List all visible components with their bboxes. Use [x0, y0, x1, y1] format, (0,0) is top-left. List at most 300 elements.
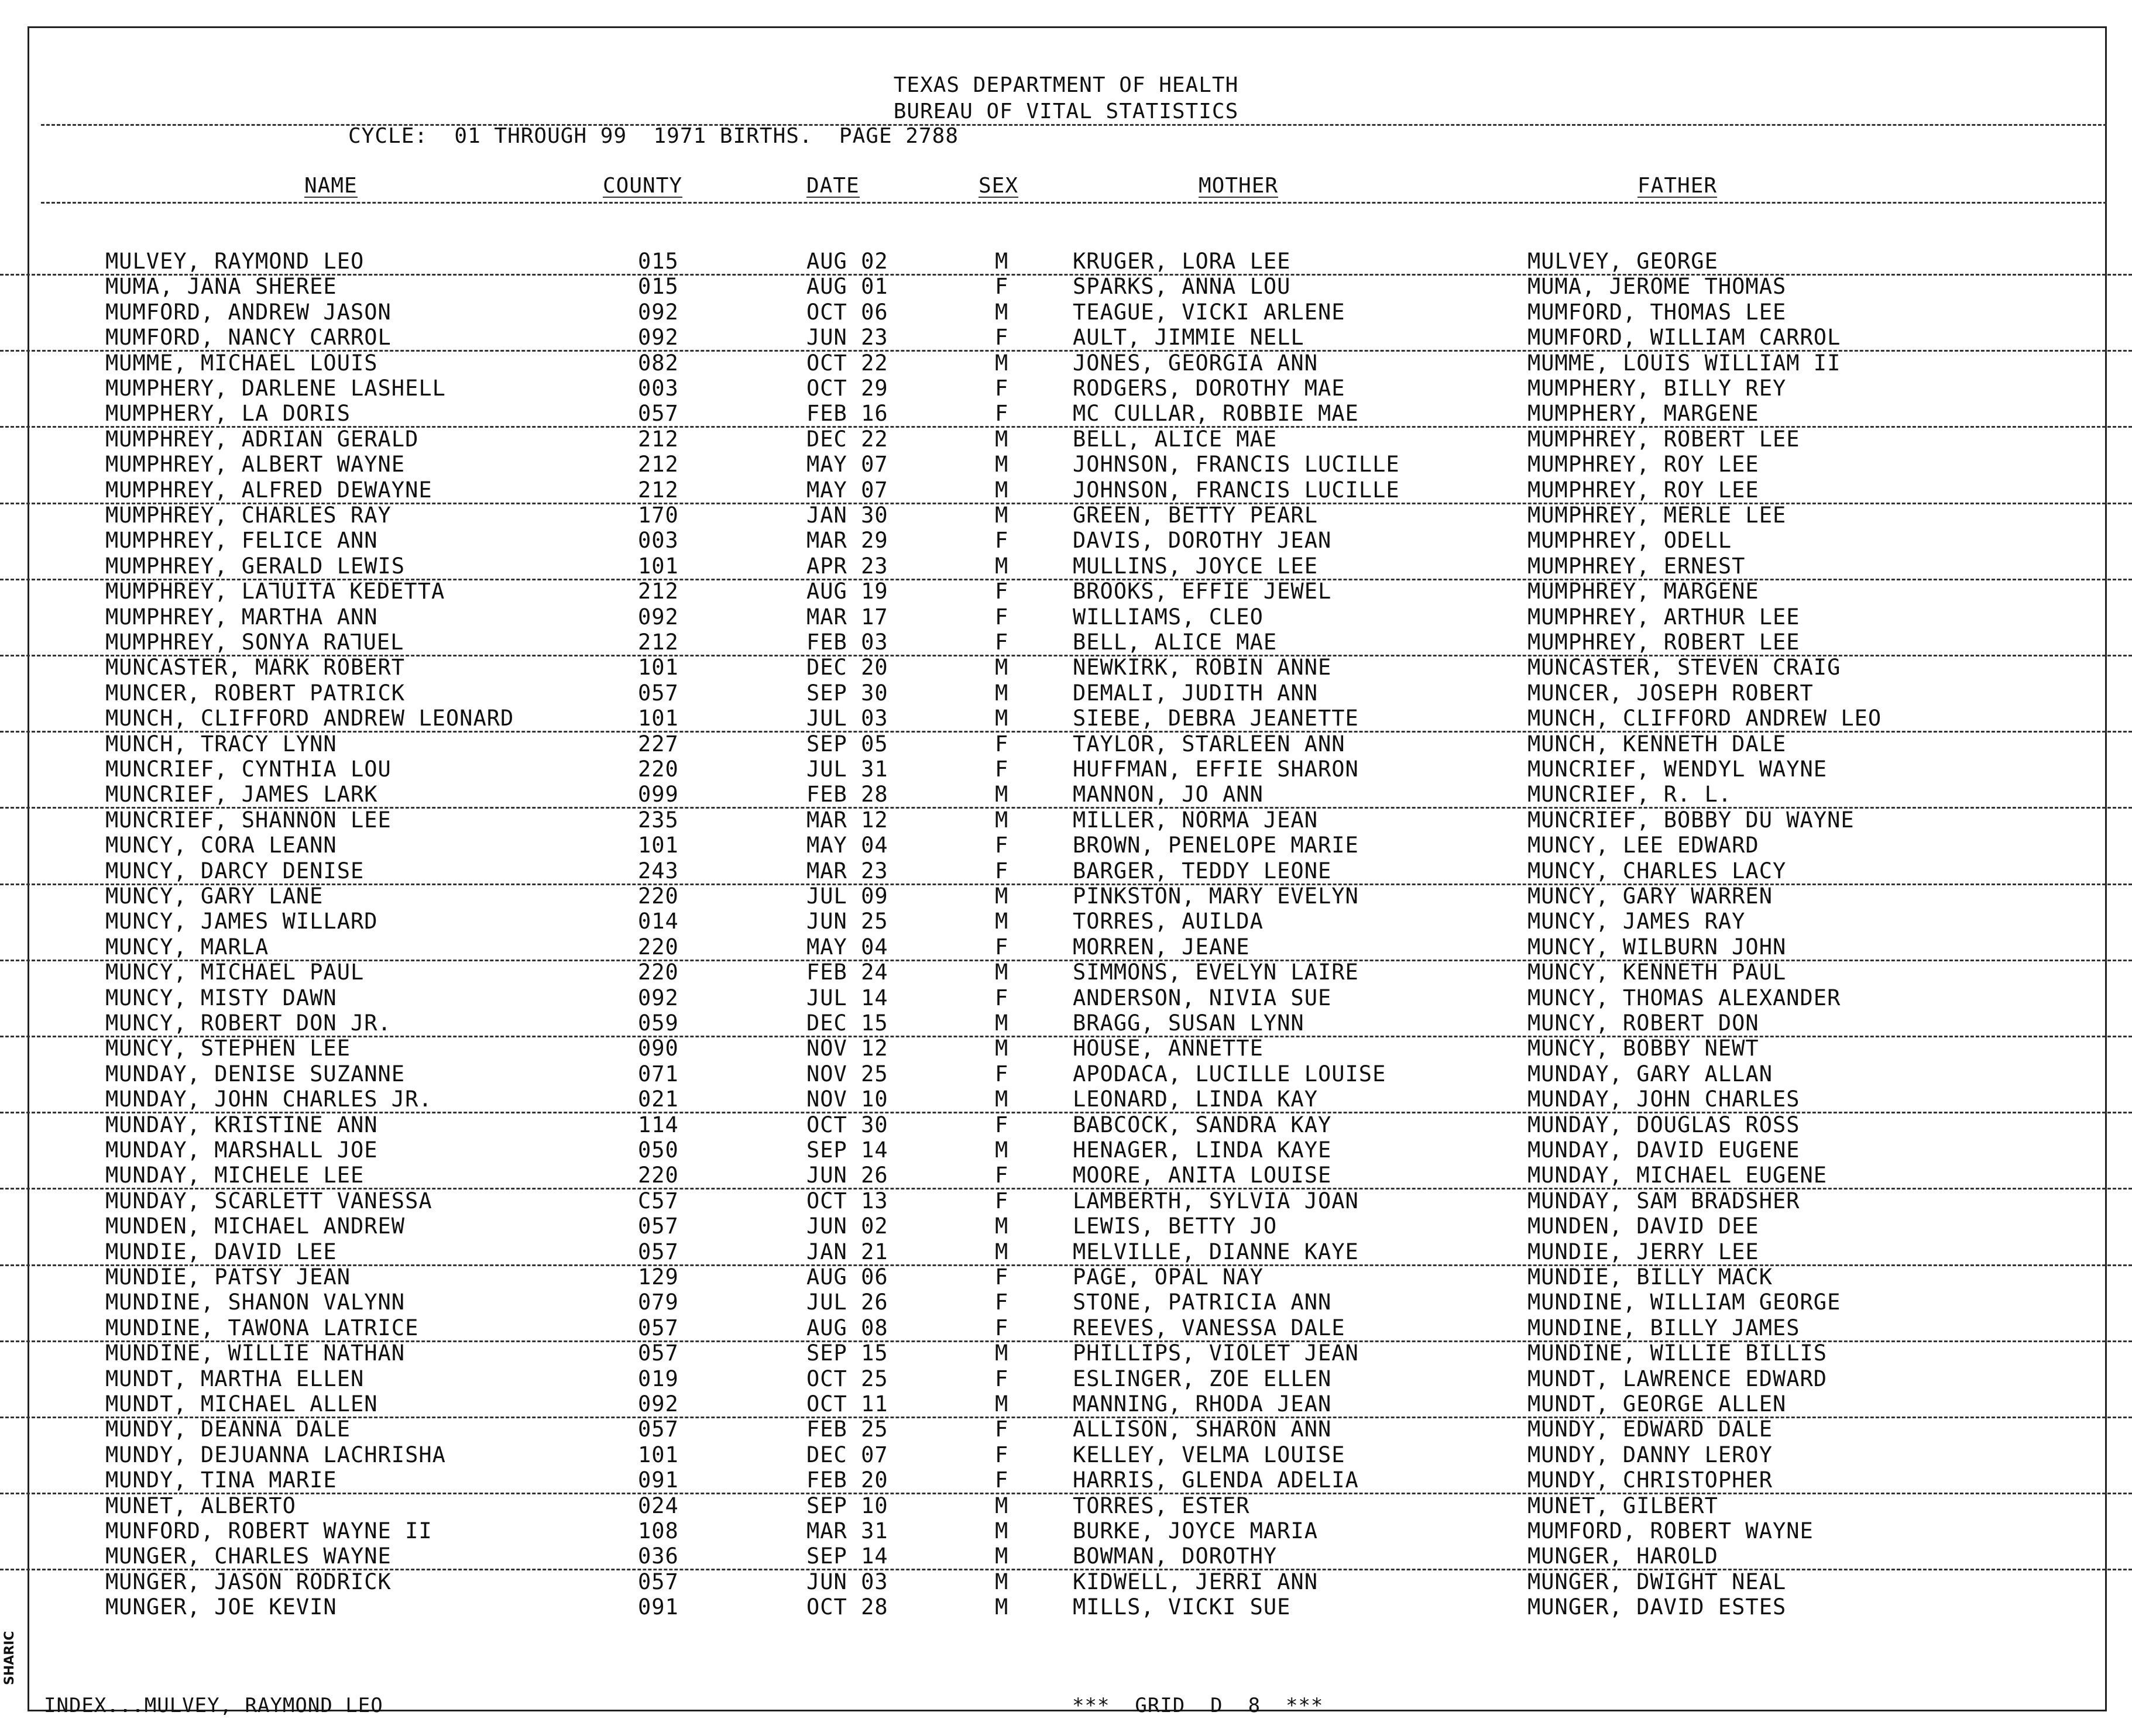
cell-county: 092: [638, 1391, 679, 1417]
cell-county: 071: [638, 1061, 679, 1087]
cell-sex: F: [995, 731, 1009, 757]
cell-sex: M: [995, 1594, 1009, 1620]
cell-father: MUMFORD, ROBERT WAYNE: [1527, 1518, 1814, 1544]
header-agency: TEXAS DEPARTMENT OF HEALTH: [893, 73, 1239, 97]
cell-sex: M: [995, 1518, 1009, 1544]
cell-father: MUMPHREY, MERLE LEE: [1527, 503, 1787, 528]
cell-sex: F: [995, 274, 1009, 300]
cell-father: MUNDY, CHRISTOPHER: [1527, 1467, 1773, 1493]
cell-mother: AULT, JIMMIE NELL: [1073, 325, 1304, 350]
cell-date: MAY 04: [806, 833, 888, 858]
cell-name: MUNCH, CLIFFORD ANDREW LEONARD: [105, 706, 514, 731]
cell-sex: F: [995, 325, 1009, 350]
table-row: [0, 376, 2132, 401]
cell-sex: M: [995, 1010, 1009, 1036]
table-row: [0, 1594, 2132, 1620]
cell-date: MAY 04: [806, 934, 888, 960]
table-row: [0, 477, 2132, 504]
cell-name: MUNFORD, ROBERT WAYNE II: [105, 1518, 432, 1544]
cell-date: FEB 16: [806, 401, 888, 427]
cell-date: JUL 31: [806, 757, 888, 782]
cell-county: 050: [638, 1137, 679, 1163]
cell-county: 057: [638, 1340, 679, 1366]
cell-name: MUMPHREY, SONYA RA⅂UEL: [105, 630, 404, 655]
table-row: [0, 1264, 2132, 1290]
cell-date: SEP 14: [806, 1544, 888, 1569]
cell-sex: F: [995, 528, 1009, 554]
cell-date: MAY 07: [806, 477, 888, 503]
cell-date: FEB 20: [806, 1467, 888, 1493]
cell-date: JAN 30: [806, 503, 888, 528]
cell-father: MUNCRIEF, R. L.: [1527, 782, 1732, 807]
cell-mother: HOUSE, ANNETTE: [1073, 1036, 1264, 1061]
cell-county: 057: [638, 401, 679, 427]
cell-father: MUMPHERY, BILLY REY: [1527, 376, 1787, 401]
cell-date: DEC 15: [806, 1010, 888, 1036]
cell-county: C57: [638, 1188, 679, 1214]
cell-mother: KIDWELL, JERRI ANN: [1073, 1569, 1318, 1594]
cell-county: 212: [638, 579, 679, 604]
cell-date: OCT 06: [806, 299, 888, 325]
cell-father: MUNDEN, DAVID DEE: [1527, 1214, 1759, 1239]
cell-name: MUNCRIEF, SHANNON LEE: [105, 807, 392, 833]
cell-date: OCT 30: [806, 1112, 888, 1137]
table-row: [0, 782, 2132, 809]
header-cycle: CYCLE: 01 THROUGH 99 1971 BIRTHS. PAGE 2788: [348, 124, 959, 148]
cell-date: OCT 22: [806, 350, 888, 376]
cell-name: MUNGER, JASON RODRICK: [105, 1569, 392, 1594]
cell-county: 101: [638, 833, 679, 858]
cell-father: MUMPHREY, ARTHUR LEE: [1527, 604, 1800, 630]
cell-mother: MELVILLE, DIANNE KAYE: [1073, 1239, 1359, 1264]
cell-name: MUMA, JANA SHEREE: [105, 274, 337, 300]
cell-date: DEC 20: [806, 655, 888, 680]
cell-sex: M: [995, 1239, 1009, 1264]
table-row: [0, 757, 2132, 782]
cell-county: 057: [638, 1239, 679, 1264]
cell-mother: LAMBERTH, SYLVIA JOAN: [1073, 1188, 1359, 1214]
cell-sex: M: [995, 909, 1009, 934]
cell-name: MUNDAY, SCARLETT VANESSA: [105, 1188, 432, 1214]
cell-sex: M: [995, 350, 1009, 376]
cell-father: MUNDY, DANNY LEROY: [1527, 1442, 1773, 1467]
cell-sex: M: [995, 1569, 1009, 1594]
cell-mother: TORRES, ESTER: [1073, 1493, 1250, 1518]
cell-name: MUMPHREY, ALBERT WAYNE: [105, 452, 406, 477]
cell-mother: ALLISON, SHARON ANN: [1073, 1417, 1332, 1442]
table-row: [0, 249, 2132, 276]
cell-name: MUMPHREY, MARTHA ANN: [105, 604, 378, 630]
table-row: [0, 503, 2132, 528]
cell-date: AUG 19: [806, 579, 888, 604]
table-row: [0, 833, 2132, 858]
cell-mother: MANNING, RHODA JEAN: [1073, 1391, 1332, 1417]
cell-mother: JOHNSON, FRANCIS LUCILLE: [1073, 477, 1400, 503]
cell-sex: M: [995, 503, 1009, 528]
cell-county: 079: [638, 1290, 679, 1315]
cell-sex: F: [995, 630, 1009, 655]
cell-name: MUNGER, CHARLES WAYNE: [105, 1544, 392, 1569]
cell-county: 220: [638, 960, 679, 985]
table-row: [0, 1366, 2132, 1391]
cell-father: MUNCY, LEE EDWARD: [1527, 833, 1759, 858]
cell-mother: TEAGUE, VICKI ARLENE: [1073, 299, 1345, 325]
cell-name: MUNDY, TINA MARIE: [105, 1467, 337, 1493]
cell-mother: TAYLOR, STARLEEN ANN: [1073, 731, 1345, 757]
cell-date: FEB 25: [806, 1417, 888, 1442]
table-row: [0, 1036, 2132, 1061]
cell-mother: MULLINS, JOYCE LEE: [1073, 553, 1318, 579]
cell-father: MUMPHERY, MARGENE: [1527, 401, 1759, 427]
cell-date: SEP 10: [806, 1493, 888, 1518]
cell-father: MUNCH, KENNETH DALE: [1527, 731, 1787, 757]
table-row: [0, 1290, 2132, 1315]
cell-mother: DAVIS, DOROTHY JEAN: [1073, 528, 1332, 554]
cell-name: MUNDINE, SHANON VALYNN: [105, 1290, 406, 1315]
cell-mother: PHILLIPS, VIOLET JEAN: [1073, 1340, 1359, 1366]
cell-county: 101: [638, 553, 679, 579]
cell-sex: F: [995, 1467, 1009, 1493]
cell-date: FEB 28: [806, 782, 888, 807]
cell-name: MUNDAY, KRISTINE ANN: [105, 1112, 378, 1137]
cell-sex: F: [995, 604, 1009, 630]
cell-father: MUMPHREY, ERNEST: [1527, 553, 1746, 579]
cell-father: MUMME, LOUIS WILLIAM II: [1527, 350, 1841, 376]
table-row: [0, 604, 2132, 630]
cell-name: MUNCRIEF, JAMES LARK: [105, 782, 378, 807]
cell-sex: F: [995, 1264, 1009, 1290]
cell-father: MUNDAY, DOUGLAS ROSS: [1527, 1112, 1800, 1137]
cell-father: MUNCH, CLIFFORD ANDREW LEO: [1527, 706, 1882, 731]
cell-date: MAR 12: [806, 807, 888, 833]
cell-mother: BOWMAN, DOROTHY: [1073, 1544, 1278, 1569]
cell-sex: M: [995, 1391, 1009, 1417]
cell-date: AUG 01: [806, 274, 888, 300]
cell-mother: LEWIS, BETTY JO: [1073, 1214, 1278, 1239]
cell-mother: KELLEY, VELMA LOUISE: [1073, 1442, 1345, 1467]
cell-date: MAR 29: [806, 528, 888, 554]
cell-father: MUMPHREY, ROY LEE: [1527, 452, 1759, 477]
cell-county: 108: [638, 1518, 679, 1544]
cell-county: 057: [638, 1569, 679, 1594]
cell-name: MUNDAY, JOHN CHARLES JR.: [105, 1087, 432, 1112]
table-row: [0, 960, 2132, 985]
cell-sex: M: [995, 807, 1009, 833]
cell-name: MUNCY, MISTY DAWN: [105, 985, 337, 1010]
cell-sex: F: [995, 1442, 1009, 1467]
cell-county: 235: [638, 807, 679, 833]
cell-county: 212: [638, 630, 679, 655]
cell-date: MAR 23: [806, 858, 888, 884]
table-row: [0, 1417, 2132, 1442]
cell-sex: M: [995, 884, 1009, 909]
table-row: [0, 1112, 2132, 1137]
cell-mother: JOHNSON, FRANCIS LUCILLE: [1073, 452, 1400, 477]
cell-name: MUMFORD, NANCY CARROL: [105, 325, 392, 350]
cell-mother: DEMALI, JUDITH ANN: [1073, 680, 1318, 706]
table-row: [0, 655, 2132, 680]
cell-mother: BARGER, TEDDY LEONE: [1073, 858, 1332, 884]
cell-date: OCT 28: [806, 1594, 888, 1620]
cell-date: NOV 25: [806, 1061, 888, 1087]
cell-mother: BELL, ALICE MAE: [1073, 426, 1278, 452]
cell-mother: NEWKIRK, ROBIN ANNE: [1073, 655, 1332, 680]
cell-name: MUMPHERY, LA DORIS: [105, 401, 351, 427]
cell-mother: HENAGER, LINDA KAYE: [1073, 1137, 1332, 1163]
table-row: [0, 731, 2132, 757]
cell-sex: M: [995, 680, 1009, 706]
cell-father: MUNDIE, BILLY MACK: [1527, 1264, 1773, 1290]
cell-county: 114: [638, 1112, 679, 1137]
table-row: [0, 884, 2132, 909]
cell-county: 059: [638, 1010, 679, 1036]
cell-name: MUNDAY, DENISE SUZANNE: [105, 1061, 406, 1087]
cell-county: 092: [638, 985, 679, 1010]
cell-mother: SIEBE, DEBRA JEANETTE: [1073, 706, 1359, 731]
cell-father: MUNCASTER, STEVEN CRAIG: [1527, 655, 1841, 680]
cell-name: MUNDAY, MICHELE LEE: [105, 1163, 365, 1188]
cell-father: MUMPHREY, ROBERT LEE: [1527, 426, 1800, 452]
cell-mother: SPARKS, ANNA LOU: [1073, 274, 1291, 300]
header-bureau: BUREAU OF VITAL STATISTICS: [893, 99, 1239, 123]
table-row: [0, 909, 2132, 934]
cell-county: 015: [638, 274, 679, 300]
cell-father: MUNDAY, DAVID EUGENE: [1527, 1137, 1800, 1163]
cell-mother: BURKE, JOYCE MARIA: [1073, 1518, 1318, 1544]
cell-county: 091: [638, 1594, 679, 1620]
cell-county: 099: [638, 782, 679, 807]
cell-date: JUN 25: [806, 909, 888, 934]
cell-father: MUNDINE, WILLIAM GEORGE: [1527, 1290, 1841, 1315]
cell-father: MUNCY, WILBURN JOHN: [1527, 934, 1787, 960]
table-row: [0, 1061, 2132, 1087]
cell-mother: PINKSTON, MARY EVELYN: [1073, 884, 1359, 909]
table-row: [0, 807, 2132, 833]
cell-county: 227: [638, 731, 679, 757]
cell-sex: M: [995, 706, 1009, 731]
cell-name: MUMPHREY, CHARLES RAY: [105, 503, 392, 528]
cell-mother: MC CULLAR, ROBBIE MAE: [1073, 401, 1359, 427]
cell-county: 092: [638, 604, 679, 630]
cell-sex: F: [995, 934, 1009, 960]
cell-date: SEP 05: [806, 731, 888, 757]
cell-mother: STONE, PATRICIA ANN: [1073, 1290, 1332, 1315]
cell-sex: M: [995, 477, 1009, 503]
cell-father: MUNDINE, BILLY JAMES: [1527, 1315, 1800, 1340]
cell-mother: HARRIS, GLENDA ADELIA: [1073, 1467, 1359, 1493]
cell-name: MUNCY, GARY LANE: [105, 884, 324, 909]
cell-mother: ANDERSON, NIVIA SUE: [1073, 985, 1332, 1010]
cell-mother: BRAGG, SUSAN LYNN: [1073, 1010, 1304, 1036]
cell-date: MAR 31: [806, 1518, 888, 1544]
cell-sex: F: [995, 1366, 1009, 1391]
cell-father: MUNCY, THOMAS ALEXANDER: [1527, 985, 1841, 1010]
cell-name: MUNCER, ROBERT PATRICK: [105, 680, 406, 706]
cell-sex: M: [995, 1544, 1009, 1569]
cell-date: NOV 12: [806, 1036, 888, 1061]
cell-name: MUMPHREY, ALFRED DEWAYNE: [105, 477, 432, 503]
table-row: [0, 1087, 2132, 1113]
cell-date: JUN 26: [806, 1163, 888, 1188]
cell-county: 091: [638, 1467, 679, 1493]
table-row: [0, 1467, 2132, 1494]
cell-father: MUMFORD, WILLIAM CARROL: [1527, 325, 1841, 350]
cell-date: FEB 24: [806, 960, 888, 985]
table-row: [0, 1010, 2132, 1037]
column-header-mother: MOTHER: [1199, 174, 1279, 198]
cell-county: 101: [638, 655, 679, 680]
table-row: [0, 274, 2132, 299]
cell-date: JUN 03: [806, 1569, 888, 1594]
cell-name: MUNDT, MARTHA ELLEN: [105, 1366, 365, 1391]
cell-father: MUNCER, JOSEPH ROBERT: [1527, 680, 1814, 706]
table-row: [0, 706, 2132, 733]
cell-father: MUNCRIEF, WENDYL WAYNE: [1527, 757, 1828, 782]
cell-mother: ESLINGER, ZOE ELLEN: [1073, 1366, 1332, 1391]
cell-sex: M: [995, 426, 1009, 452]
cell-sex: F: [995, 401, 1009, 427]
cell-mother: WILLIAMS, CLEO: [1073, 604, 1264, 630]
cell-date: JAN 21: [806, 1239, 888, 1264]
cell-father: MUNDIE, JERRY LEE: [1527, 1239, 1759, 1264]
cell-mother: TORRES, AUILDA: [1073, 909, 1264, 934]
cell-county: 019: [638, 1366, 679, 1391]
column-header-father: FATHER: [1637, 174, 1718, 198]
cell-mother: LEONARD, LINDA KAY: [1073, 1087, 1318, 1112]
cell-date: OCT 13: [806, 1188, 888, 1214]
cell-name: MUNDY, DEJUANNA LACHRISHA: [105, 1442, 446, 1467]
cell-mother: GREEN, BETTY PEARL: [1073, 503, 1318, 528]
cell-father: MUNCY, JAMES RAY: [1527, 909, 1746, 934]
cell-father: MUNDT, LAWRENCE EDWARD: [1527, 1366, 1828, 1391]
cell-name: MUNCH, TRACY LYNN: [105, 731, 337, 757]
cell-mother: PAGE, OPAL NAY: [1073, 1264, 1264, 1290]
cell-father: MUNET, GILBERT: [1527, 1493, 1718, 1518]
cell-sex: F: [995, 833, 1009, 858]
cell-father: MUMFORD, THOMAS LEE: [1527, 299, 1787, 325]
cell-name: MUNCY, MARLA: [105, 934, 269, 960]
cell-mother: REEVES, VANESSA DALE: [1073, 1315, 1345, 1340]
cell-sex: M: [995, 1087, 1009, 1112]
table-row: [0, 452, 2132, 477]
cell-county: 015: [638, 249, 679, 274]
cell-name: MUMME, MICHAEL LOUIS: [105, 350, 378, 376]
cell-name: MUNET, ALBERTO: [105, 1493, 296, 1518]
footer-grid: *** GRID D 8 ***: [1072, 1694, 1324, 1717]
cell-name: MUNDT, MICHAEL ALLEN: [105, 1391, 378, 1417]
cell-sex: M: [995, 249, 1009, 274]
cell-name: MUMFORD, ANDREW JASON: [105, 299, 392, 325]
cell-county: 057: [638, 1214, 679, 1239]
cell-mother: RODGERS, DOROTHY MAE: [1073, 376, 1345, 401]
cell-name: MUNCY, MICHAEL PAUL: [105, 960, 365, 985]
cell-sex: M: [995, 553, 1009, 579]
cell-father: MUMPHREY, ROY LEE: [1527, 477, 1759, 503]
cell-father: MUNDT, GEORGE ALLEN: [1527, 1391, 1787, 1417]
column-header-sex: SEX: [979, 174, 1019, 198]
cell-county: 092: [638, 325, 679, 350]
cell-name: MUNDIE, DAVID LEE: [105, 1239, 337, 1264]
cell-county: 170: [638, 503, 679, 528]
table-row: [0, 528, 2132, 553]
cell-name: MUMPHERY, DARLENE LASHELL: [105, 376, 446, 401]
cell-name: MUMPHREY, FELICE ANN: [105, 528, 378, 554]
cell-name: MUNCY, STEPHEN LEE: [105, 1036, 351, 1061]
cell-county: 003: [638, 528, 679, 554]
cell-county: 057: [638, 1417, 679, 1442]
cell-date: AUG 06: [806, 1264, 888, 1290]
table-row: [0, 1239, 2132, 1266]
cell-date: JUN 23: [806, 325, 888, 350]
cell-mother: JONES, GEORGIA ANN: [1073, 350, 1318, 376]
cell-sex: M: [995, 1340, 1009, 1366]
cell-date: JUL 03: [806, 706, 888, 731]
cell-mother: MANNON, JO ANN: [1073, 782, 1264, 807]
cell-date: AUG 08: [806, 1315, 888, 1340]
cell-sex: F: [995, 1112, 1009, 1137]
cell-date: JUL 14: [806, 985, 888, 1010]
cell-county: 243: [638, 858, 679, 884]
table-row: [0, 350, 2132, 376]
column-header-name: NAME: [304, 174, 358, 198]
cell-name: MUMPHREY, ADRIAN GERALD: [105, 426, 419, 452]
cell-mother: BROWN, PENELOPE MARIE: [1073, 833, 1359, 858]
table-row: [0, 680, 2132, 706]
cell-name: MULVEY, RAYMOND LEO: [105, 249, 365, 274]
cell-county: 212: [638, 426, 679, 452]
cell-father: MUNCRIEF, BOBBY DU WAYNE: [1527, 807, 1855, 833]
cell-sex: F: [995, 1417, 1009, 1442]
table-row: [0, 1493, 2132, 1518]
cell-name: MUNCY, JAMES WILLARD: [105, 909, 378, 934]
table-row: [0, 579, 2132, 604]
cell-sex: F: [995, 1163, 1009, 1188]
cell-sex: M: [995, 452, 1009, 477]
cell-sex: M: [995, 299, 1009, 325]
cell-date: FEB 03: [806, 630, 888, 655]
side-label: SHARIC: [2, 1631, 17, 1685]
cell-county: 129: [638, 1264, 679, 1290]
cell-father: MUNDAY, JOHN CHARLES: [1527, 1087, 1800, 1112]
cell-county: 101: [638, 1442, 679, 1467]
cell-father: MUMPHREY, ODELL: [1527, 528, 1732, 554]
cell-mother: APODACA, LUCILLE LOUISE: [1073, 1061, 1386, 1087]
table-row: [0, 1188, 2132, 1214]
cell-county: 220: [638, 757, 679, 782]
cell-county: 212: [638, 477, 679, 503]
cell-father: MUMPHREY, MARGENE: [1527, 579, 1759, 604]
cell-county: 092: [638, 299, 679, 325]
cell-sex: M: [995, 1214, 1009, 1239]
cell-date: OCT 25: [806, 1366, 888, 1391]
table-row: [0, 858, 2132, 885]
cell-sex: M: [995, 1493, 1009, 1518]
cell-name: MUNCY, DARCY DENISE: [105, 858, 365, 884]
cell-name: MUNCY, ROBERT DON JR.: [105, 1010, 392, 1036]
cell-father: MUNGER, DAVID ESTES: [1527, 1594, 1787, 1620]
cell-father: MUNDY, EDWARD DALE: [1527, 1417, 1773, 1442]
cell-father: MUNCY, BOBBY NEWT: [1527, 1036, 1759, 1061]
table-row: [0, 934, 2132, 961]
cell-mother: BABCOCK, SANDRA KAY: [1073, 1112, 1332, 1137]
cell-father: MUNDAY, MICHAEL EUGENE: [1527, 1163, 1828, 1188]
table-row: [0, 1315, 2132, 1342]
table-row: [0, 325, 2132, 352]
cell-mother: MOORE, ANITA LOUISE: [1073, 1163, 1332, 1188]
cell-sex: M: [995, 1137, 1009, 1163]
column-header-county: COUNTY: [603, 174, 683, 198]
cell-name: MUNDEN, MICHAEL ANDREW: [105, 1214, 406, 1239]
